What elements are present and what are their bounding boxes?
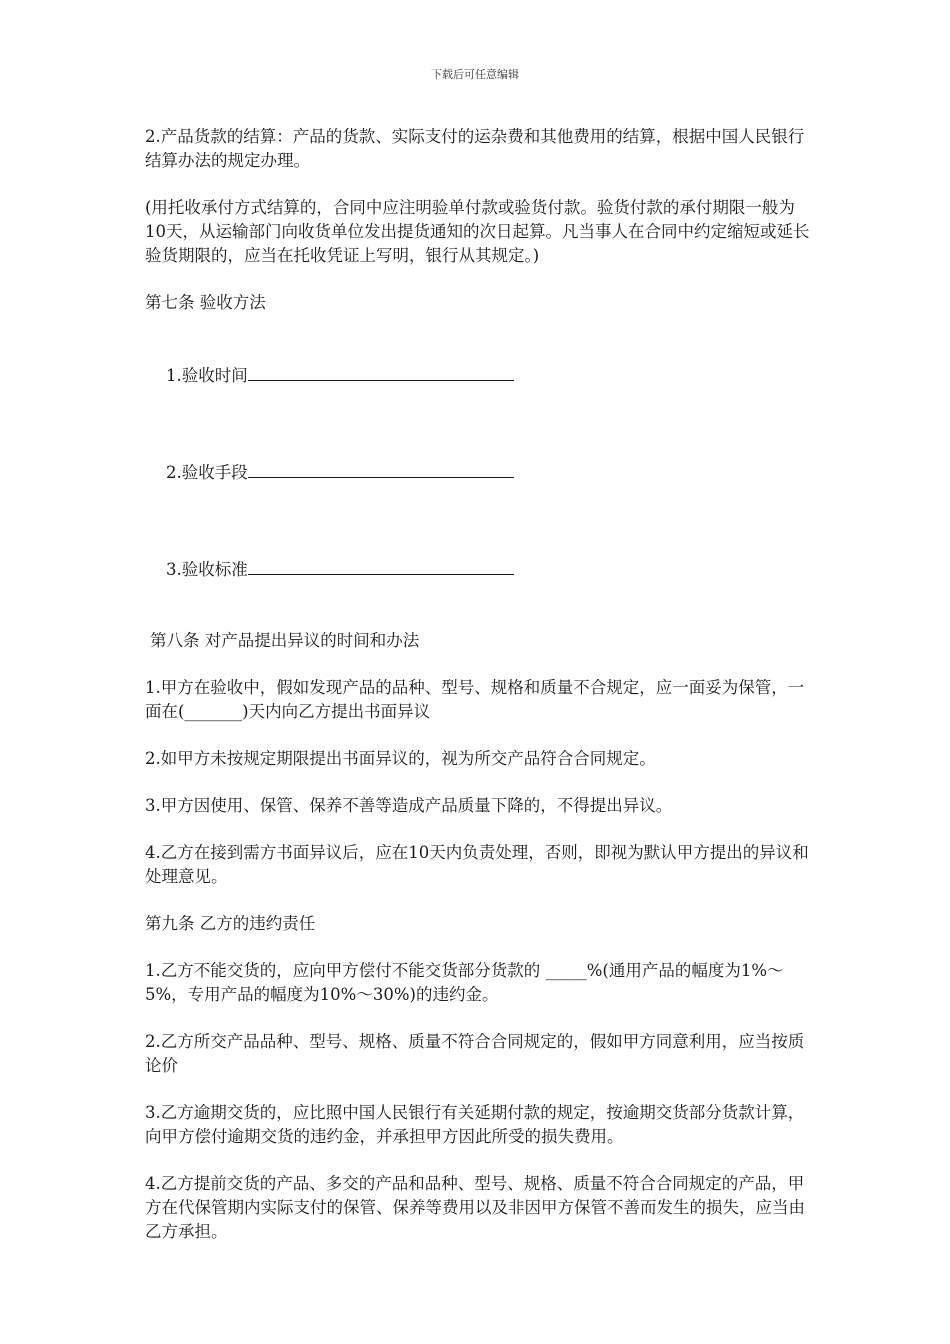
inspection-time-field: [145, 338, 810, 412]
article-8-item-2: 2.如甲方未按规定期限提出书面异议的，视为所交产品符合合同规定。: [145, 749, 656, 768]
paragraph-settlement: 2.产品货款的结算：产品的货款、实际支付的运杂费和其他费用的结算，根据中国人民银行结算办法的规定办理。: [145, 127, 805, 170]
article-8-item-3: 3.甲方因使用、保管、保养不善等造成产品质量下降的，不得提出异议。: [145, 796, 673, 815]
article-9-heading: 第九条 乙方的违约责任: [145, 914, 316, 933]
article-9-item-2: 2.乙方所交产品品种、型号、规格、质量不符合合同规定的，假如甲方同意利用，应当按质论价: [145, 1032, 805, 1075]
article-9-item-4: 4.乙方提前交货的产品、多交的产品和品种、型号、规格、质量不符合合同规定的产品，甲方在代保管期内实际支付的保管、保养等费用以及非因甲方保管不善而发生的损失，应当由乙方承担。: [145, 1174, 805, 1241]
inspection-means-field: [145, 435, 810, 509]
document-body: [145, 125, 810, 1267]
article-8-heading: 第八条 对产品提出异议的时间和办法: [150, 631, 420, 650]
inspection-time-blank: [248, 362, 514, 381]
paragraph-collection-note: (用托收承付方式结算的，合同中应注明验单付款或验货付款。验货付款的承付期限一般为10天，从运输部门向收货单位发出提货通知的次日起算。凡当事人在合同中约定缩短或延长验货期限的，应当在托收凭证上写明，银行从其规定。): [145, 198, 810, 265]
article-8-item-4: 4.乙方在接到需方书面异议后，应在10天内负责处理，否则，即视为默认甲方提出的异议和处理意见。: [145, 843, 809, 886]
article-7-heading: 第七条 验收方法: [145, 293, 266, 312]
inspection-time-label: 1.验收时间: [165, 366, 248, 385]
inspection-means-blank: [248, 459, 514, 478]
article-9-item-1: 1.乙方不能交货的，应向甲方偿付不能交货部分货款的 _____%(通用产品的幅度为1%～5%，专用产品的幅度为10%～30%)的违约金。: [145, 961, 784, 1004]
article-9-item-3: 3.乙方逾期交货的，应比照中国人民银行有关延期付款的规定，按逾期交货部分货款计算，向甲方偿付逾期交货的违约金，并承担甲方因此所受的损失费用。: [145, 1103, 805, 1146]
article-8-item-1: 1.甲方在验收中，假如发现产品的品种、型号、规格和质量不合规定，应一面妥为保管，一面在(_______)天内向乙方提出书面异议: [145, 678, 805, 721]
inspection-standard-field: [145, 532, 810, 606]
inspection-standard-label: 3.验收标准: [165, 560, 248, 579]
inspection-standard-blank: [248, 556, 514, 575]
page-header: 下载后可任意编辑: [431, 68, 519, 81]
inspection-means-label: 2.验收手段: [165, 463, 248, 482]
